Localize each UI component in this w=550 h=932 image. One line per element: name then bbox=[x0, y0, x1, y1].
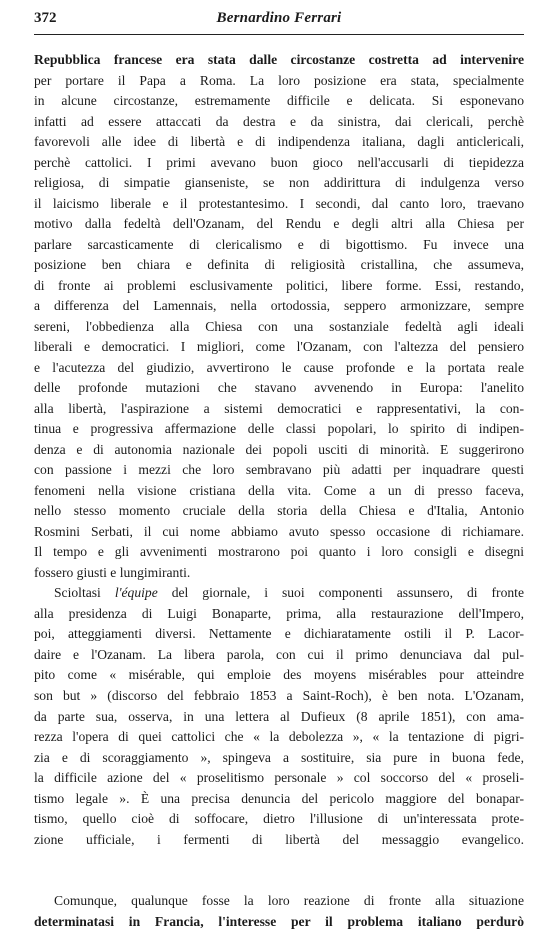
text-line: infatti ad essere attaccati da destra e da sinistra, dai clericali, perchè bbox=[34, 113, 524, 129]
text-line: alla presidenza di Luigi Bonaparte, prima, alla restaurazione dell'Impero, bbox=[34, 605, 524, 621]
page-header bbox=[34, 10, 524, 32]
text-line: perchè cattolici. I primi avevano buon gioco nell'accusarli di tiepidezza bbox=[34, 154, 524, 170]
text-line: tinua e progressiva affermazione delle classi popolari, lo spirito di indipen- bbox=[34, 421, 524, 437]
text-line: delle profonde mutazioni che stavano avvenendo in Europa: l'anelito bbox=[34, 380, 524, 396]
text-line: pito come « misérable, qui emploie des moyens misérables pour atteindre bbox=[34, 667, 524, 683]
running-title: Bernardino Ferrari bbox=[216, 10, 342, 26]
text-line: daire e l'Ozanam. La libera parola, con cui il primo denunciava dal pul- bbox=[34, 646, 524, 662]
text-line: fossero giusti e lungimiranti. bbox=[34, 564, 191, 580]
text-line: in alcune circostanze, estremamente difficile e delicata. Si esponevano bbox=[34, 93, 524, 109]
text-line: tismo legale ». È una precisa denuncia del pericolo maggiore del bonapar- bbox=[34, 790, 524, 806]
text-line: la difficile azione del « proselitismo personale » col soccorso del « proseli- bbox=[34, 770, 524, 786]
text-line: son but » (discorso del febbraio 1853 a Saint-Roch), è ben nota. L'Ozanam, bbox=[34, 687, 524, 703]
text-line: e l'acutezza del giudizio, avvertirono le cause profonde e la portata reale bbox=[34, 359, 524, 375]
text-line: a differenza del Lamennais, nella ortodossia, seppero armonizzare, sempre bbox=[34, 298, 524, 314]
text-line: con passione i mezzi che loro sembravano più adatti per inquadrare questi bbox=[34, 462, 524, 478]
text-line: religiosa, di simpatie gianseniste, se non addirittura di indulgenza verso bbox=[34, 175, 524, 191]
text-line: Comunque, qualunque fosse la loro reazione di fronte alla situazione bbox=[54, 893, 524, 909]
text-line: da parte sua, osserva, in una lettera al Dufieux (8 aprile 1851), con ama- bbox=[34, 708, 524, 724]
text-line: favorevoli alle idee di libertà e di indipendenza italiana, dagli anticlericali, bbox=[34, 134, 524, 150]
text-line: liberali e democratici. I migliori, come l'Ozanam, con l'altezza del pensiero bbox=[34, 339, 524, 355]
text-line: motivo dalla fedeltà dell'Ozanam, del Rendu e degli altri alla Chiesa per bbox=[34, 216, 524, 232]
text-run: del giornale, i suoi componenti assunsero, di fronte bbox=[157, 585, 524, 601]
text-line: tismo, quello cioè di soffocare, dietro l'illusione di un'interessata prote- bbox=[34, 811, 524, 827]
text-line bbox=[34, 871, 524, 892]
text-line: Repubblica francese era stata dalle circostanze costretta ad intervenire bbox=[34, 52, 524, 67]
page-number: 372 bbox=[34, 10, 57, 26]
body-text bbox=[34, 50, 524, 932]
text-line: di fronte ai problemi esclusivamente politici, libere forme. Essi, restando, bbox=[34, 277, 524, 293]
text-line: zia e di scoraggiamento », spingeva a sostituire, sia pure in buona fede, bbox=[34, 749, 524, 765]
text-line: denza e di autonomia nazionale dei popoli usciti di minorità. E suggerirono bbox=[34, 441, 524, 457]
text-line: rezza l'opera di quei cattolici che « la debolezza », « la tentazione di pigri- bbox=[34, 729, 524, 745]
text-line: per portare il Papa a Roma. La loro posizione era stata, specialmente bbox=[34, 72, 524, 88]
text-run: Scioltasi bbox=[54, 585, 115, 601]
text-line: alla libertà, l'aspirazione a sistemi democratici e rappresentativi, la con- bbox=[34, 400, 524, 416]
text-line: zione ufficiale, i fermenti di libertà del messaggio evangelico. bbox=[34, 831, 524, 847]
text-line: determinatasi in Francia, l'interesse per il problema italiano perdurò bbox=[34, 913, 524, 929]
text-line: fenomeni nella visione cristiana della vita. Come a un di presso faceva, bbox=[34, 482, 524, 498]
text-line: nello stesso momento cruciale della storia della Chiesa e d'Italia, Antonio bbox=[34, 503, 524, 519]
italic-phrase: l'équipe bbox=[114, 585, 158, 601]
text-line: il laicismo liberale e il protestantesimo. I secondi, dal canto loro, traevano bbox=[34, 195, 524, 211]
text-line: parlare sarcasticamente di clericalismo e di bigottismo. Fu invece una bbox=[34, 236, 524, 252]
text-line: poi, atteggiamenti diversi. Nettamente e dichiaratamente ostili il P. Lacor- bbox=[34, 626, 524, 642]
text-line: Rosmini Serbati, il cui nome abbiamo avuto spesso occasione di richiamare. bbox=[34, 523, 524, 539]
text-line: sereni, l'obbedienza alla Chiesa con una sostanziale fedeltà agli ideali bbox=[34, 318, 524, 334]
text-line: Il tempo e gli avvenimenti mostrarono poi quanto i loro consigli e disegni bbox=[34, 544, 524, 560]
text-line bbox=[34, 583, 524, 604]
text-line: posizione ben chiara e definita di religiosità cristallina, che assumeva, bbox=[34, 257, 524, 273]
header-rule bbox=[34, 34, 524, 35]
text-line bbox=[34, 850, 524, 871]
